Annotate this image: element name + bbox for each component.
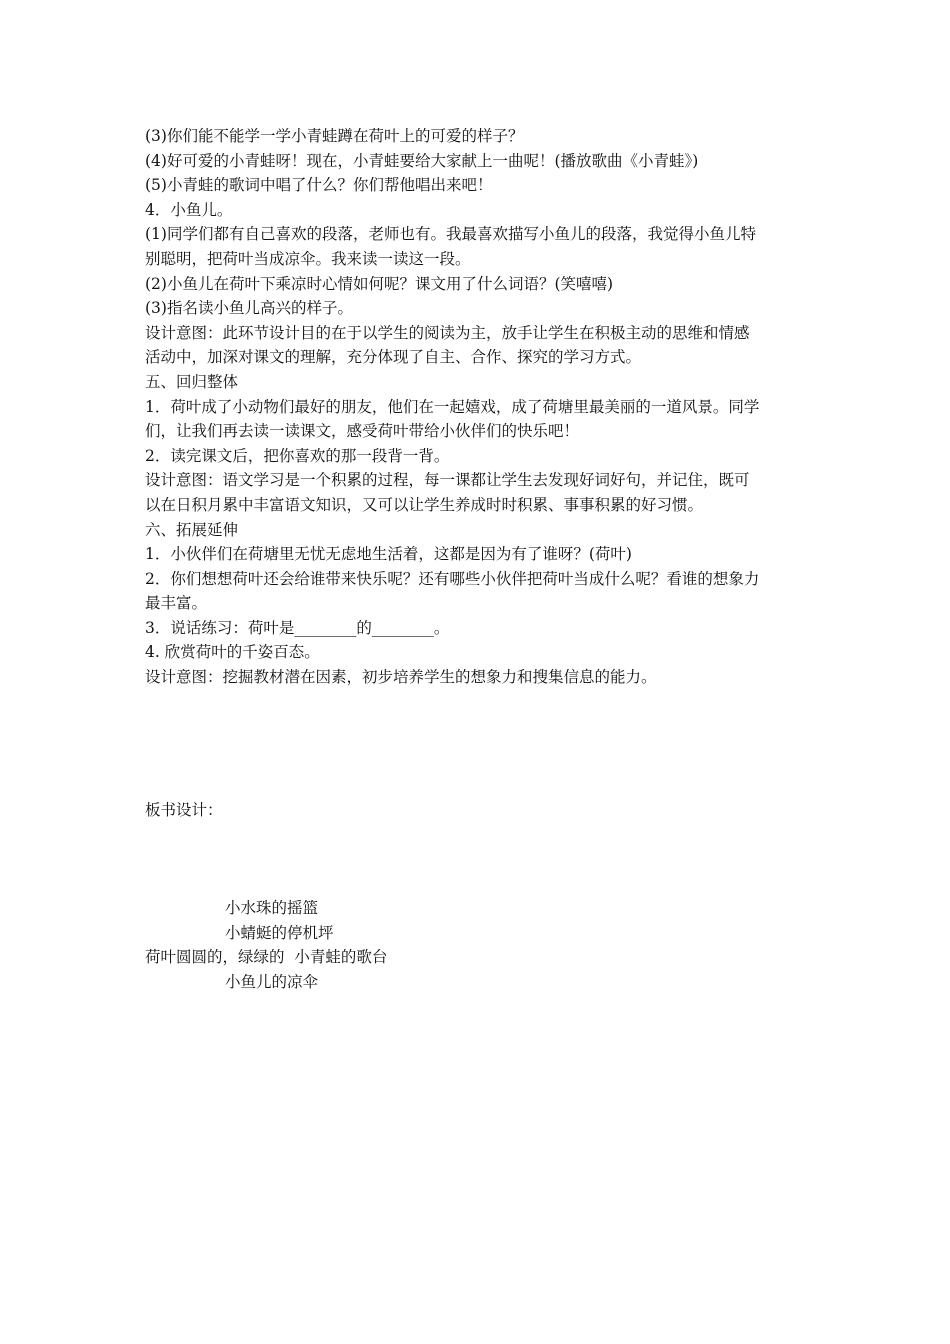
board-item: 小蜻蜓的停机坪 bbox=[225, 923, 334, 942]
text-line: 活动中，加深对课文的理解，充分体现了自主、合作、探究的学习方式。 bbox=[145, 348, 642, 367]
text-line: 们，让我们再去读一读课文，感受荷叶带给小伙伴们的快乐吧！ bbox=[145, 422, 580, 441]
text-line: 六、拓展延伸 bbox=[145, 520, 239, 539]
text-line: 设计意图：此环节设计目的在于以学生的阅读为主，放手让学生在积极主动的思维和情感 bbox=[145, 323, 750, 342]
text-line: (1)同学们都有自己喜欢的段落，老师也有。我最喜欢描写小鱼儿的段落，我觉得小鱼儿特 bbox=[145, 225, 756, 244]
text-line: 3．说话练习：荷叶是________的________。 bbox=[145, 618, 450, 637]
text-line: (2)小鱼儿在荷叶下乘凉时心情如何呢？课文用了什么词语？(笑嘻嘻) bbox=[145, 274, 614, 293]
lesson-body bbox=[145, 124, 825, 690]
text-line: 设计意图：语文学习是一个积累的过程，每一课都让学生去发现好词好句，并记住，既可 bbox=[145, 471, 750, 490]
text-line: (4)好可爱的小青蛙呀！现在，小青蛙要给大家献上一曲呢！(播放歌曲《小青蛙》) bbox=[145, 151, 699, 170]
text-line: 4．小鱼儿。 bbox=[145, 200, 233, 219]
board-stem-row bbox=[145, 945, 387, 970]
text-line: 最丰富。 bbox=[145, 594, 208, 613]
text-line: 以在日积月累中丰富语文知识，又可以让学生养成时时积累、事事积累的好习惯。 bbox=[145, 495, 704, 514]
text-line: 1．荷叶成了小动物们最好的朋友，他们在一起嬉戏，成了荷塘里最美丽的一道风景。同学 bbox=[145, 397, 760, 416]
text-line: (5)小青蛙的歌词中唱了什么？你们帮他唱出来吧！ bbox=[145, 176, 493, 195]
board-stem: 荷叶圆圆的，绿绿的 bbox=[145, 948, 285, 966]
board-design bbox=[145, 896, 387, 994]
text-line: (3)你们能不能学一学小青蛙蹲在荷叶上的可爱的样子？ bbox=[145, 127, 524, 145]
text-line: 2．读完课文后，把你喜欢的那一段背一背。 bbox=[145, 446, 450, 465]
text-line: 别聪明，把荷叶当成凉伞。我来读一读这一段。 bbox=[145, 249, 471, 268]
board-item: 小青蛙的歌台 bbox=[294, 948, 388, 966]
text-line: 设计意图：挖掘教材潜在因素，初步培养学生的想象力和搜集信息的能力。 bbox=[145, 668, 657, 687]
text-line: 4. 欣赏荷叶的千姿百态。 bbox=[145, 643, 320, 662]
text-line: 2．你们想想荷叶还会给谁带来快乐呢？还有哪些小伙伴把荷叶当成什么呢？看谁的想象力 bbox=[145, 569, 760, 588]
board-item: 小鱼儿的凉伞 bbox=[225, 972, 319, 991]
text-line: (3)指名读小鱼儿高兴的样子。 bbox=[145, 299, 353, 318]
text-line: 五、回归整体 bbox=[145, 372, 239, 391]
board-item: 小水珠的摇篮 bbox=[225, 899, 319, 917]
text-line: 1．小伙伴们在荷塘里无忧无虑地生活着，这都是因为有了谁呀？(荷叶) bbox=[145, 545, 632, 564]
board-design-title: 板书设计： bbox=[145, 801, 223, 819]
